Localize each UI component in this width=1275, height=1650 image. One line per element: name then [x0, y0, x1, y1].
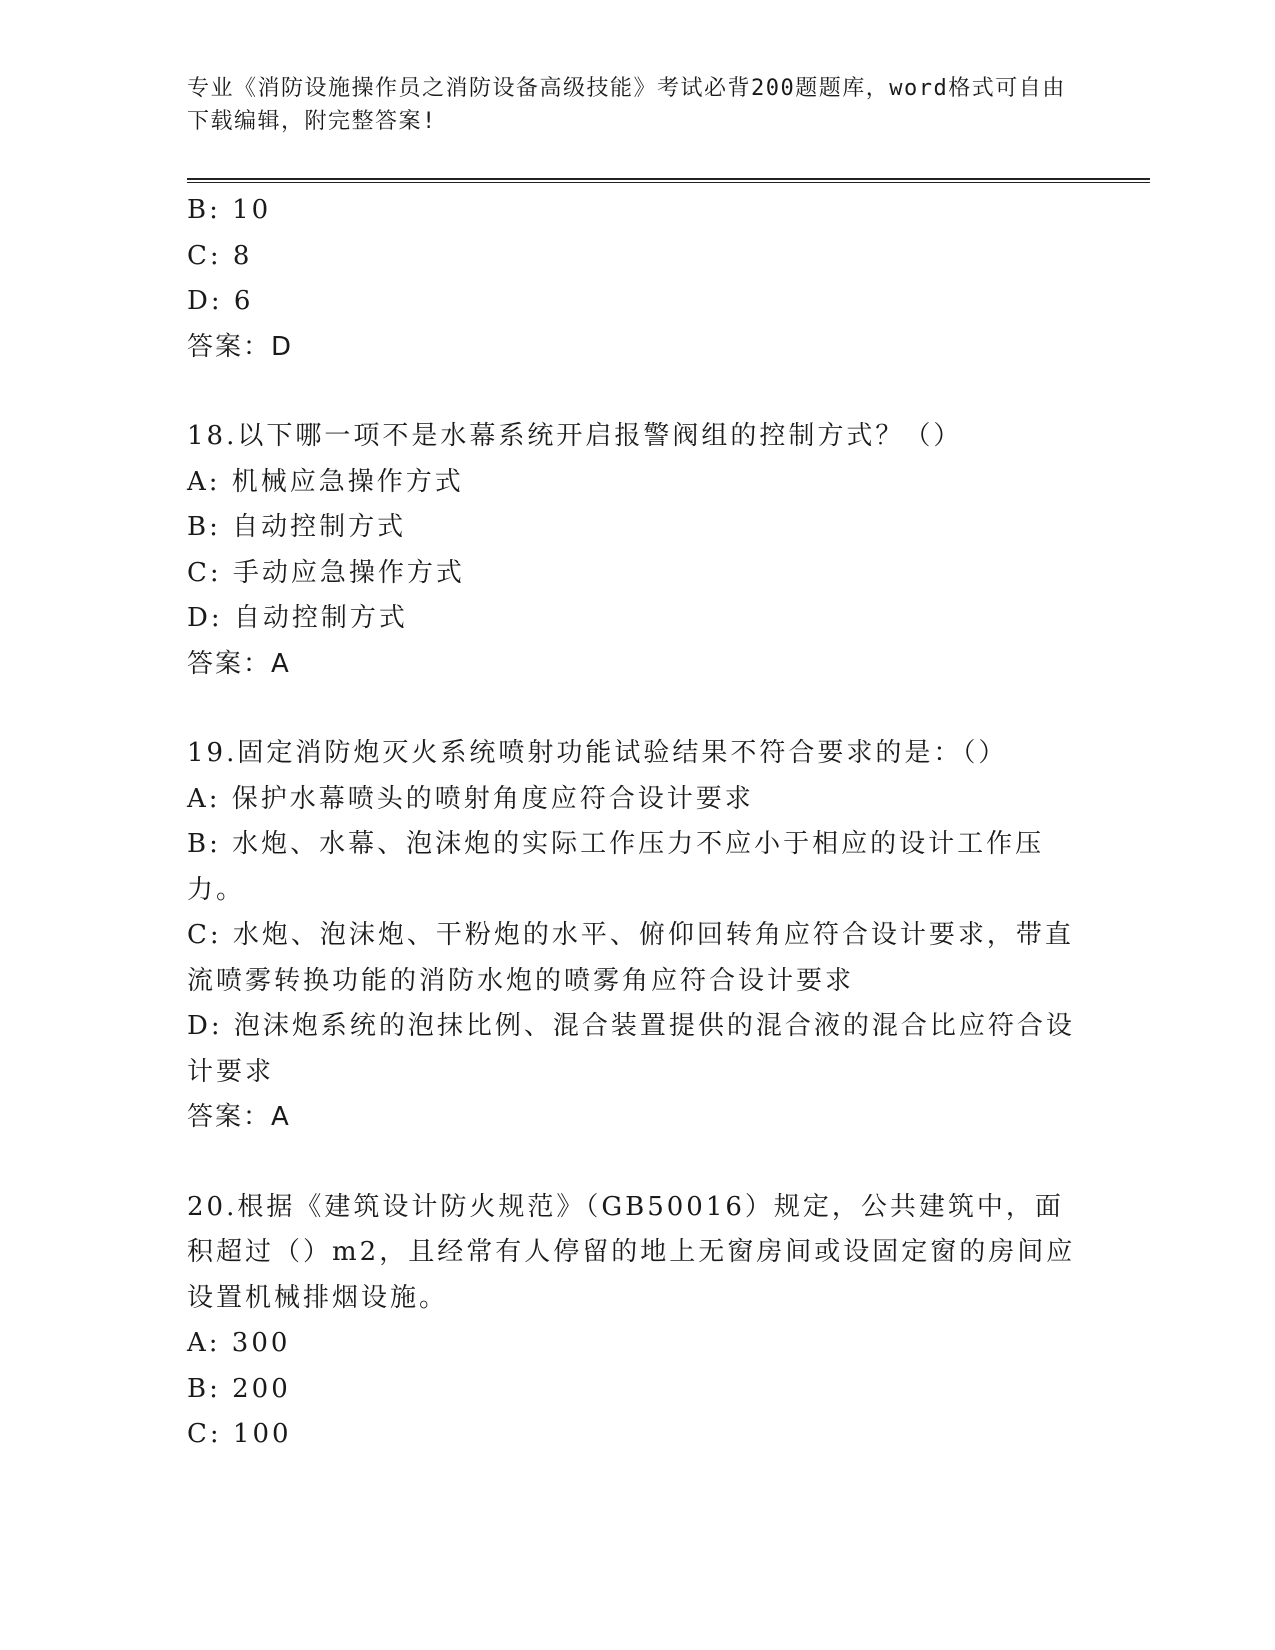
option-d: D: 自动控制方式 [187, 603, 408, 633]
option-d: D: 6 [187, 286, 254, 316]
header-divider-thin [187, 182, 1150, 183]
spacer [187, 1141, 1077, 1185]
option-d: D: 泡沫炮系统的泡抹比例、混合装置提供的混合液的混合比应符合设计要求 [187, 1011, 1075, 1087]
question-stem: 19.固定消防炮灭火系统喷射功能试验结果不符合要求的是：（） [187, 738, 1008, 768]
option-b: B: 水炮、水幕、泡沫炮的实际工作压力不应小于相应的设计工作压力。 [187, 829, 1045, 905]
document-header: 专业《消防设施操作员之消防设备高级技能》考试必背200题题库，word格式可自由下载编辑，附完整答案! [187, 76, 1066, 134]
option-b: B: 自动控制方式 [187, 512, 407, 542]
spacer [187, 687, 1077, 731]
option-b: B: 200 [187, 1373, 291, 1404]
question-19 [187, 731, 1077, 1141]
option-c: C: 100 [187, 1419, 292, 1449]
question-stem: 20.根据《建筑设计防火规范》（GB50016）规定，公共建筑中，面积超过（）m2，且经常有人停留的地上无窗房间或设固定窗的房间应设置机械排烟设施。 [187, 1191, 1076, 1313]
answer: 答案：A [187, 648, 291, 679]
option-c: C: 水炮、泡沫炮、干粉炮的水平、俯仰回转角应符合设计要求，带直流喷雾转换功能的消防水炮的喷雾角应符合设计要求 [187, 920, 1074, 996]
header-divider [187, 178, 1150, 180]
option-b: B: 10 [187, 195, 272, 225]
option-a: A: 机械应急操作方式 [187, 466, 464, 497]
option-c: C: 8 [187, 240, 253, 271]
spacer [187, 370, 1077, 414]
answer: 答案：A [187, 1102, 291, 1132]
answer: 答案：D [187, 331, 294, 362]
question-content [187, 188, 1077, 1458]
question-stem: 18.以下哪一项不是水幕系统开启报警阀组的控制方式？（） [187, 421, 963, 451]
option-a: A: 保护水幕喷头的喷射角度应符合设计要求 [187, 783, 754, 814]
question-20 [187, 1185, 1077, 1458]
question-17-tail [187, 188, 1077, 370]
option-c: C: 手动应急操作方式 [187, 557, 465, 588]
option-a: A: 300 [187, 1328, 291, 1358]
question-18 [187, 414, 1077, 687]
